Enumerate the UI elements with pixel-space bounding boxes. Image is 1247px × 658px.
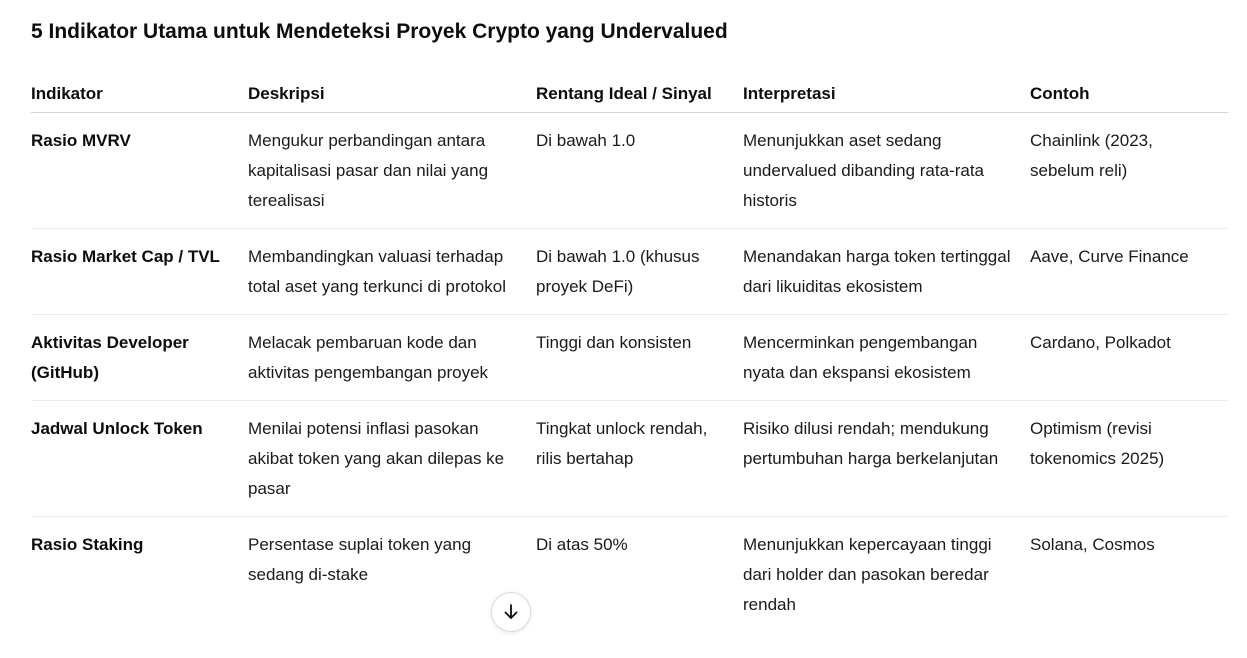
cell-rentang-ideal: Di atas 50%: [536, 535, 628, 554]
cell-interpretasi: Mencerminkan pengembangan nyata dan ekspansi ekosistem: [743, 315, 1030, 401]
cell-interpretasi: Menandakan harga token tertinggal dari likuiditas ekosistem: [743, 229, 1030, 315]
page-title: 5 Indikator Utama untuk Mendeteksi Proyek Crypto yang Undervalued: [31, 20, 728, 43]
cell-rentang-ideal: Tinggi dan konsisten: [536, 315, 743, 401]
cell-rentang-ideal: Di bawah 1.0: [536, 113, 743, 229]
cell-indikator: Rasio Staking: [31, 535, 144, 554]
cell-indikator: Aktivitas Developer (GitHub): [31, 315, 248, 401]
cell-indikator: Rasio Market Cap / TVL: [31, 229, 248, 315]
cell-rentang-ideal: Tingkat unlock rendah, rilis bertahap: [536, 401, 743, 517]
table-row: [31, 229, 1228, 315]
cell-interpretasi: Risiko dilusi rendah; mendukung pertumbuhan harga berkelanjutan: [743, 401, 1030, 517]
cell-contoh: Chainlink (2023, sebelum reli): [1030, 113, 1228, 229]
cell-rentang-ideal: Di bawah 1.0 (khusus proyek DeFi): [536, 229, 743, 315]
cell-indikator: Rasio MVRV: [31, 113, 248, 229]
cell-interpretasi: Menunjukkan aset sedang undervalued dibanding rata-rata historis: [743, 113, 1030, 229]
column-header-indikator: Indikator: [31, 62, 248, 113]
table-header-row: [31, 62, 1228, 113]
table-row: [31, 315, 1228, 401]
scroll-to-bottom-button[interactable]: [491, 592, 531, 632]
table-row: [31, 113, 1228, 229]
table-row: [31, 401, 1228, 517]
column-header-rentang-ideal: Rentang Ideal / Sinyal: [536, 62, 743, 113]
cell-deskripsi: Menilai potensi inflasi pasokan akibat token yang akan dilepas ke pasar: [248, 401, 536, 517]
cell-deskripsi: Mengukur perbandingan antara kapitalisasi pasar dan nilai yang terealisasi: [248, 113, 536, 229]
cell-contoh: Optimism (revisi tokenomics 2025): [1030, 401, 1228, 517]
column-header-contoh: Contoh: [1030, 62, 1228, 113]
cell-indikator: Jadwal Unlock Token: [31, 401, 248, 517]
cell-interpretasi: Menunjukkan kepercayaan tinggi dari holder dan pasokan beredar rendah: [743, 535, 992, 614]
column-header-deskripsi: Deskripsi: [248, 62, 536, 113]
arrow-down-icon: [501, 602, 521, 622]
cell-deskripsi: Membandingkan valuasi terhadap total aset yang terkunci di protokol: [248, 229, 536, 315]
cell-deskripsi: Melacak pembaruan kode dan aktivitas pengembangan proyek: [248, 315, 536, 401]
cell-contoh: Solana, Cosmos: [1030, 535, 1155, 554]
table-row: [31, 517, 1228, 633]
cell-contoh: Cardano, Polkadot: [1030, 315, 1228, 401]
cell-contoh: Aave, Curve Finance: [1030, 229, 1228, 315]
indicator-table: [31, 62, 1228, 632]
cell-deskripsi: Persentase suplai token yang sedang di-stake: [248, 535, 472, 584]
column-header-interpretasi: Interpretasi: [743, 62, 1030, 113]
